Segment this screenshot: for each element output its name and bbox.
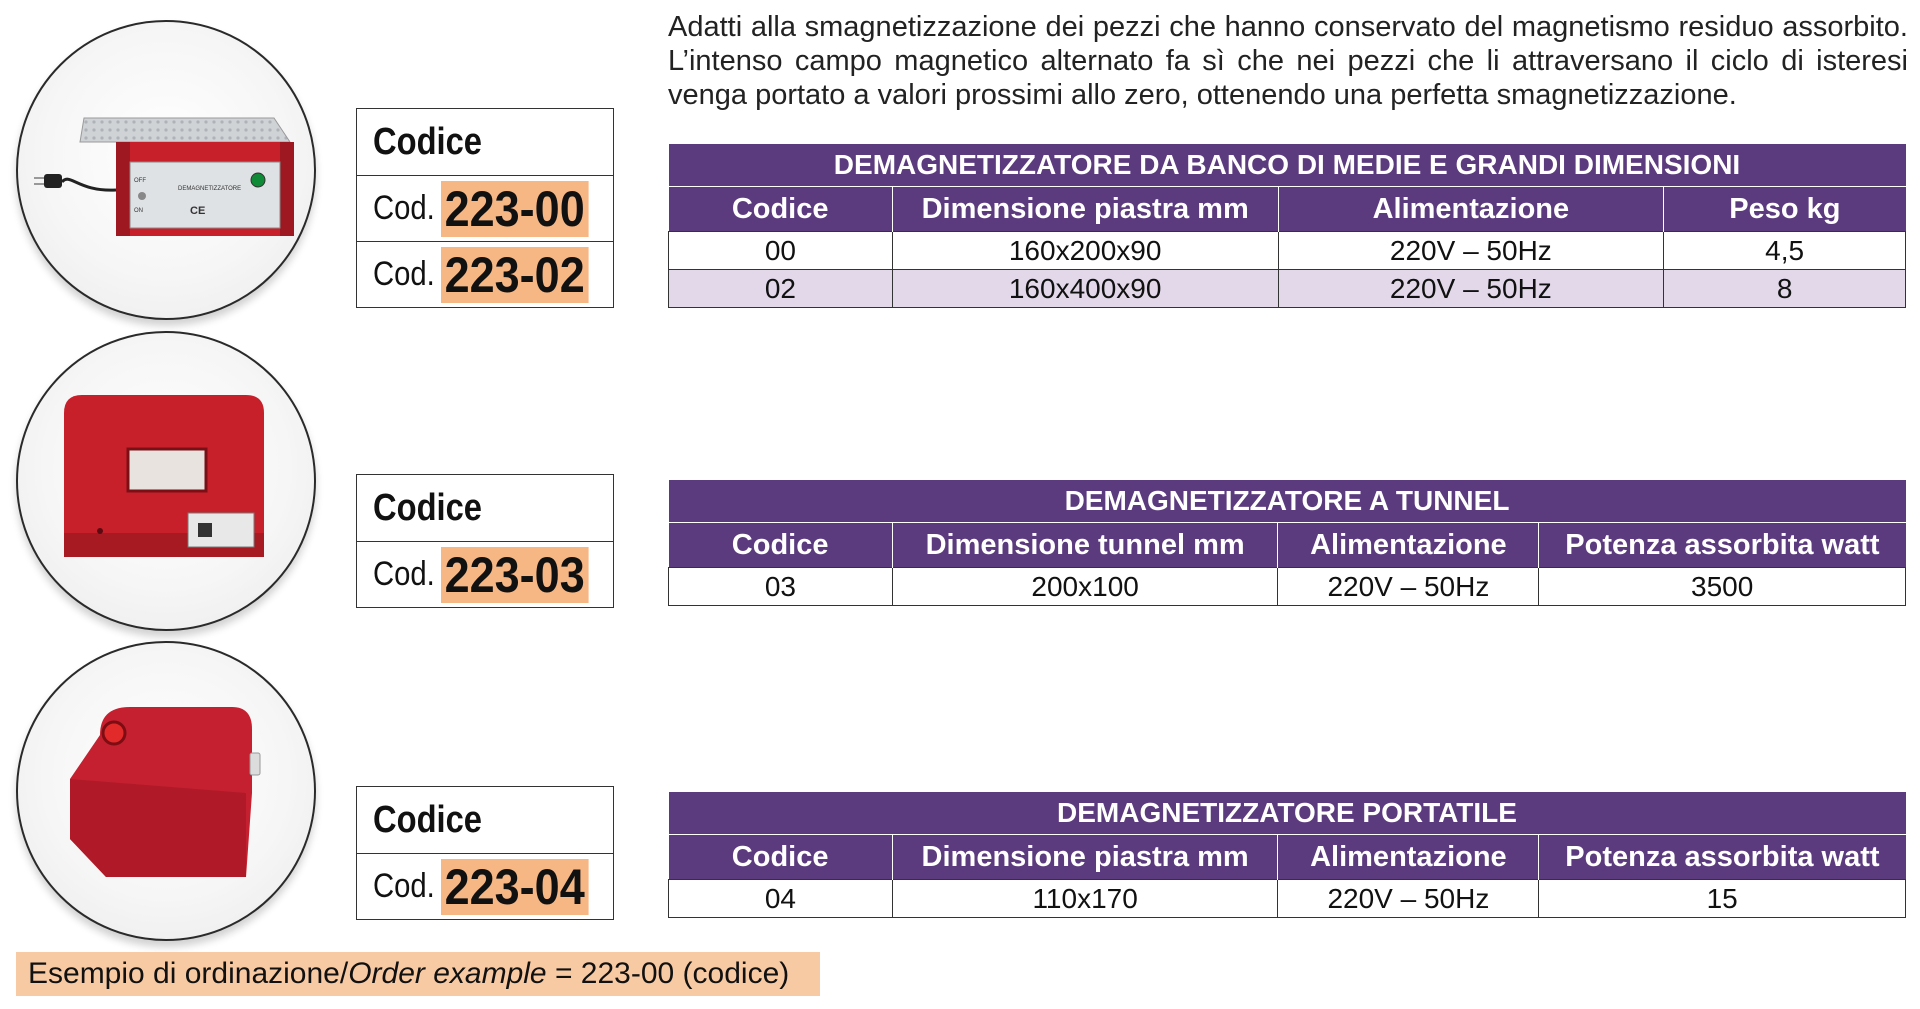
spec-table-portable xyxy=(668,792,1906,918)
column-header: Dimensione piastra mm xyxy=(892,187,1278,232)
power-button-icon xyxy=(103,722,125,744)
table-row xyxy=(669,232,1906,270)
table-cell: 200x100 xyxy=(892,568,1278,606)
column-header: Codice xyxy=(669,523,893,568)
cod-prefix: Cod. xyxy=(373,555,435,593)
spec-table-bench xyxy=(668,144,1906,308)
table-cell: 220V – 50Hz xyxy=(1278,880,1539,918)
codice-label: Codice xyxy=(373,120,482,163)
code-row xyxy=(357,541,613,607)
off-label: OFF xyxy=(134,178,146,184)
panel-label: DEMAGNETIZZATORE xyxy=(178,186,242,192)
table-cell: 4,5 xyxy=(1664,232,1906,270)
table-cell: 15 xyxy=(1539,880,1906,918)
code-box-header xyxy=(357,475,613,541)
toggle-switch-icon xyxy=(138,192,146,200)
code-box-bench xyxy=(356,108,614,308)
product-image-tunnel-demagnetizer xyxy=(16,331,316,631)
column-header: Potenza assorbita watt xyxy=(1539,835,1906,880)
column-header: Potenza assorbita watt xyxy=(1539,523,1906,568)
code-row xyxy=(357,175,613,241)
table-cell: 03 xyxy=(669,568,893,606)
code-row xyxy=(357,241,613,307)
product-code: 223-04 xyxy=(441,859,588,915)
table-title: DEMAGNETIZZATORE DA BANCO DI MEDIE E GRANDI DIMENSIONI xyxy=(669,144,1906,187)
column-header: Codice xyxy=(669,187,893,232)
table-title: DEMAGNETIZZATORE PORTATILE xyxy=(669,792,1906,835)
column-header: Dimensione piastra mm xyxy=(892,835,1278,880)
codice-label: Codice xyxy=(373,486,482,529)
product-image-bench-demagnetizer xyxy=(16,20,316,320)
ce-mark: CE xyxy=(190,205,206,217)
product-code: 223-03 xyxy=(441,547,588,603)
table-cell: 00 xyxy=(669,232,893,270)
spec-table-tunnel xyxy=(668,480,1906,606)
table-cell: 110x170 xyxy=(892,880,1278,918)
order-example xyxy=(16,952,820,996)
table-cell: 3500 xyxy=(1539,568,1906,606)
code-row xyxy=(357,853,613,919)
control-box xyxy=(188,513,254,547)
cod-prefix: Cod. xyxy=(373,189,435,227)
power-cord-icon xyxy=(62,179,116,190)
column-header: Codice xyxy=(669,835,893,880)
table-row xyxy=(669,880,1906,918)
product-code: 223-02 xyxy=(441,247,588,303)
order-example-italic: Order example xyxy=(348,957,547,990)
product-image-portable-demagnetizer xyxy=(16,641,316,941)
table-row xyxy=(669,270,1906,308)
table-cell: 02 xyxy=(669,270,893,308)
order-example-prefix: Esempio di ordinazione/ xyxy=(28,957,349,990)
product-code: 223-00 xyxy=(441,181,588,237)
code-box-tunnel xyxy=(356,474,614,608)
table-title: DEMAGNETIZZATORE A TUNNEL xyxy=(669,480,1906,523)
tunnel-opening xyxy=(128,449,206,491)
table-cell: 04 xyxy=(669,880,893,918)
column-header: Dimensione tunnel mm xyxy=(892,523,1278,568)
codice-label: Codice xyxy=(373,798,482,841)
code-box-portable xyxy=(356,786,614,920)
product-description: Adatti alla smagnetizzazione dei pezzi che hanno conservato del magnetismo residuo assorbito. L’intenso campo magnetico alternato fa sì che nei pezzi che li attraversano il ciclo di isteresi venga portato a valori prossimi allo zero, ottenendo una perfetta smagnetizzazione. xyxy=(668,11,1908,111)
column-header: Alimentazione xyxy=(1278,187,1664,232)
column-header: Peso kg xyxy=(1664,187,1906,232)
cod-prefix: Cod. xyxy=(373,255,435,293)
indicator-light-icon xyxy=(251,173,265,187)
table-cell: 220V – 50Hz xyxy=(1278,568,1539,606)
table-cell: 160x200x90 xyxy=(892,232,1278,270)
on-label: ON xyxy=(134,208,143,214)
code-box-header xyxy=(357,109,613,175)
column-header: Alimentazione xyxy=(1278,835,1539,880)
column-header: Alimentazione xyxy=(1278,523,1539,568)
table-cell: 220V – 50Hz xyxy=(1278,270,1664,308)
order-example-suffix: = 223-00 (codice) xyxy=(546,957,790,990)
table-cell: 160x400x90 xyxy=(892,270,1278,308)
table-cell: 220V – 50Hz xyxy=(1278,232,1664,270)
table-cell: 8 xyxy=(1664,270,1906,308)
cod-prefix: Cod. xyxy=(373,867,435,905)
code-box-header xyxy=(357,787,613,853)
plug-icon xyxy=(44,174,62,188)
table-row xyxy=(669,568,1906,606)
